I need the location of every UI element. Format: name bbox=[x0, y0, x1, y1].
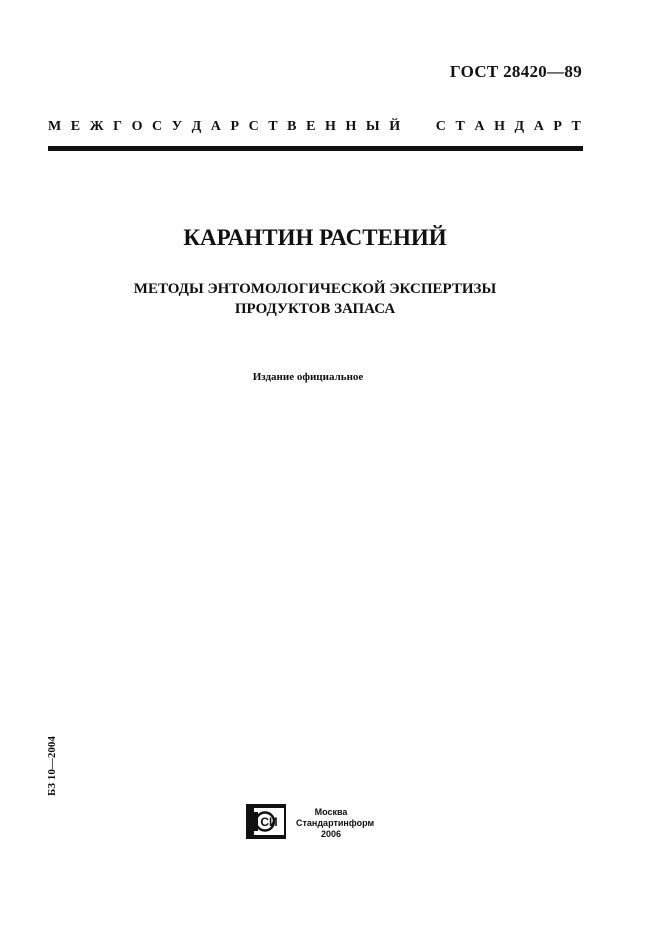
interstate-label-letter bbox=[423, 119, 427, 135]
interstate-label-letter: Т bbox=[455, 119, 465, 134]
publisher-logo-text: СИ bbox=[260, 815, 278, 829]
interstate-label-letter: С bbox=[248, 119, 259, 134]
interstate-label-letter: Ы bbox=[365, 119, 380, 134]
interstate-label-letter: А bbox=[474, 119, 485, 134]
interstate-label-letter: Г bbox=[113, 119, 123, 134]
interstate-label-letter bbox=[410, 119, 414, 135]
interstate-label-letter: Д bbox=[191, 119, 202, 134]
edition-note: Издание официальное bbox=[252, 371, 364, 383]
main-title: КАРАНТИН РАСТЕНИЙ bbox=[183, 225, 447, 250]
publisher-logo bbox=[246, 804, 286, 839]
interstate-label-letter: У bbox=[171, 119, 182, 134]
interstate-label-letter: О bbox=[131, 119, 143, 134]
document-number: ГОСТ 28420—89 bbox=[449, 62, 582, 81]
interstate-label-letter: Н bbox=[324, 119, 336, 134]
header-rule bbox=[48, 146, 583, 151]
interstate-label-letter: Ж bbox=[89, 119, 104, 134]
interstate-standard-label bbox=[48, 119, 581, 135]
interstate-label-letter: Д bbox=[514, 119, 525, 134]
publisher-name: Стандартинформ bbox=[296, 818, 375, 828]
subtitle-line-1: МЕТОДЫ ЭНТОМОЛОГИЧЕСКОЙ ЭКСПЕРТИЗЫ bbox=[133, 281, 497, 297]
side-code: БЗ 10—2004 bbox=[46, 736, 58, 796]
interstate-label-letter: А bbox=[210, 119, 221, 134]
interstate-label-letter: В bbox=[287, 119, 297, 134]
publisher-info bbox=[296, 807, 375, 840]
interstate-label-letter: М bbox=[48, 119, 62, 134]
interstate-label-letter: Й bbox=[389, 119, 401, 134]
interstate-label-letter: Н bbox=[494, 119, 505, 134]
interstate-label-letter: Р bbox=[230, 119, 240, 134]
interstate-label-letter: Е bbox=[70, 119, 81, 134]
interstate-label-letter: Т bbox=[571, 119, 581, 134]
interstate-label-letter: Е bbox=[306, 119, 316, 134]
publisher-year: 2006 bbox=[320, 829, 342, 839]
subtitle-line-2: ПРОДУКТОВ ЗАПАСА bbox=[234, 301, 396, 317]
publisher-city: Москва bbox=[314, 807, 348, 817]
interstate-label-letter: С bbox=[435, 119, 446, 134]
interstate-label-letter: А bbox=[533, 119, 544, 134]
subtitle bbox=[0, 279, 630, 319]
interstate-label-letter: Т bbox=[268, 119, 278, 134]
interstate-label-letter: Н bbox=[345, 119, 357, 134]
interstate-label-letter: Р bbox=[553, 119, 562, 134]
interstate-label-letter: С bbox=[152, 119, 163, 134]
